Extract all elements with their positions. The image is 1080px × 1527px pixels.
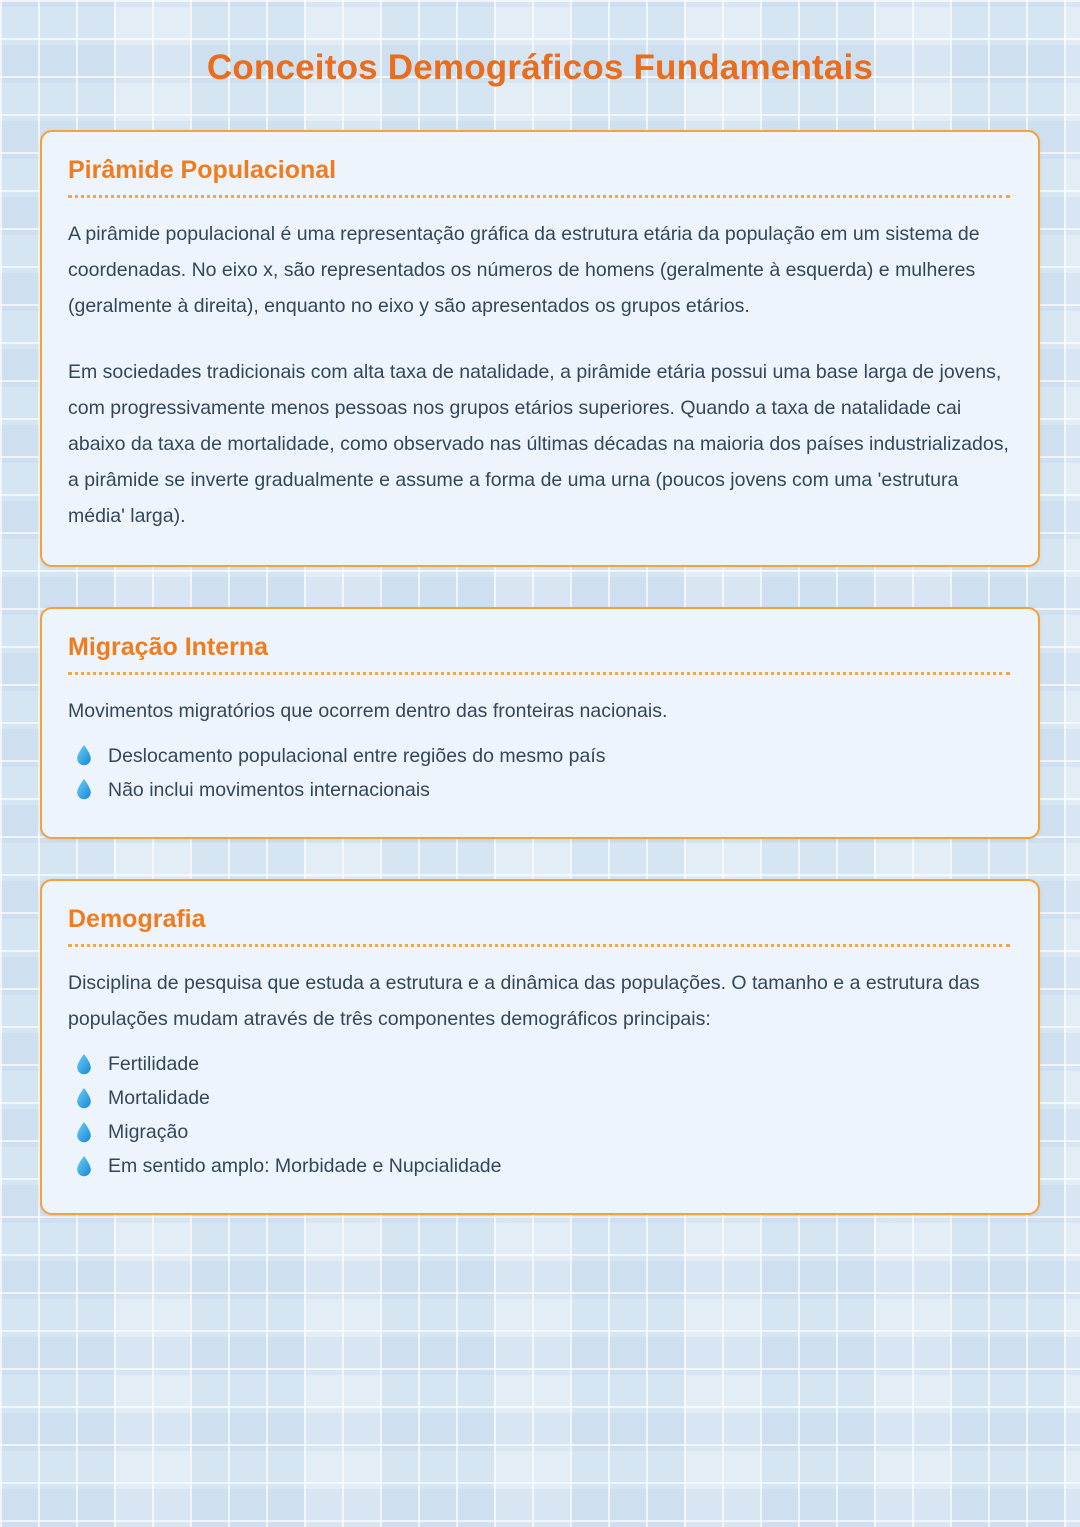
list-item-label: Mortalidade — [108, 1087, 210, 1110]
droplet-icon — [76, 1088, 92, 1109]
bullet-list — [68, 739, 1010, 807]
card-paragraph: Disciplina de pesquisa que estuda a estrutura e a dinâmica das populações. O tamanho e a estrutura das populações mudam através de três componentes demográficos principais: — [68, 971, 980, 1030]
droplet-icon — [76, 779, 92, 800]
page-title: Conceitos Demográficos Fundamentais — [206, 48, 874, 87]
list-item — [76, 1115, 1010, 1149]
card-migracao-interna — [40, 607, 1040, 839]
list-item — [76, 1149, 1010, 1183]
droplet-icon — [76, 745, 92, 766]
list-item-label: Migração — [108, 1121, 189, 1144]
card-piramide-populacional — [40, 130, 1040, 567]
card-demografia — [40, 879, 1040, 1216]
card-paragraph: A pirâmide populacional é uma representação gráfica da estrutura etária da população em um sistema de coordenadas. No eixo x, são representados os números de homens (geralmente à esquerda) e mulheres (geralmente à direita), enquanto no eixo y são apresentados os grupos etários. — [68, 223, 980, 318]
bullet-list — [68, 1047, 1010, 1184]
list-item — [76, 1081, 1010, 1115]
droplet-icon — [76, 1054, 92, 1075]
droplet-icon — [76, 1156, 92, 1177]
list-item — [76, 1047, 1010, 1081]
list-item-label: Deslocamento populacional entre regiões do mesmo país — [108, 744, 606, 767]
card-heading: Pirâmide Populacional — [68, 156, 1010, 198]
list-item — [76, 739, 1010, 773]
card-heading: Demografia — [68, 905, 1010, 947]
card-paragraph: Em sociedades tradicionais com alta taxa de natalidade, a pirâmide etária possui uma base larga de jovens, com progressivamente menos pessoas nos grupos etários superiores. Quando a taxa de natalidade cai abaixo da taxa de mortalidade, como observado nas últimas décadas na maioria dos países industrializados, a pirâmide se inverte gradualmente e assume a forma de uma urna (poucos jovens com uma 'estrutura média' larga). — [68, 361, 1009, 528]
card-paragraph: Movimentos migratórios que ocorrem dentro das fronteiras nacionais. — [68, 699, 668, 722]
list-item-label: Em sentido amplo: Morbidade e Nupcialidade — [108, 1155, 502, 1178]
list-item — [76, 773, 1010, 807]
droplet-icon — [76, 1122, 92, 1143]
list-item-label: Não inclui movimentos internacionais — [108, 778, 430, 801]
list-item-label: Fertilidade — [108, 1052, 200, 1075]
card-heading: Migração Interna — [68, 633, 1010, 675]
